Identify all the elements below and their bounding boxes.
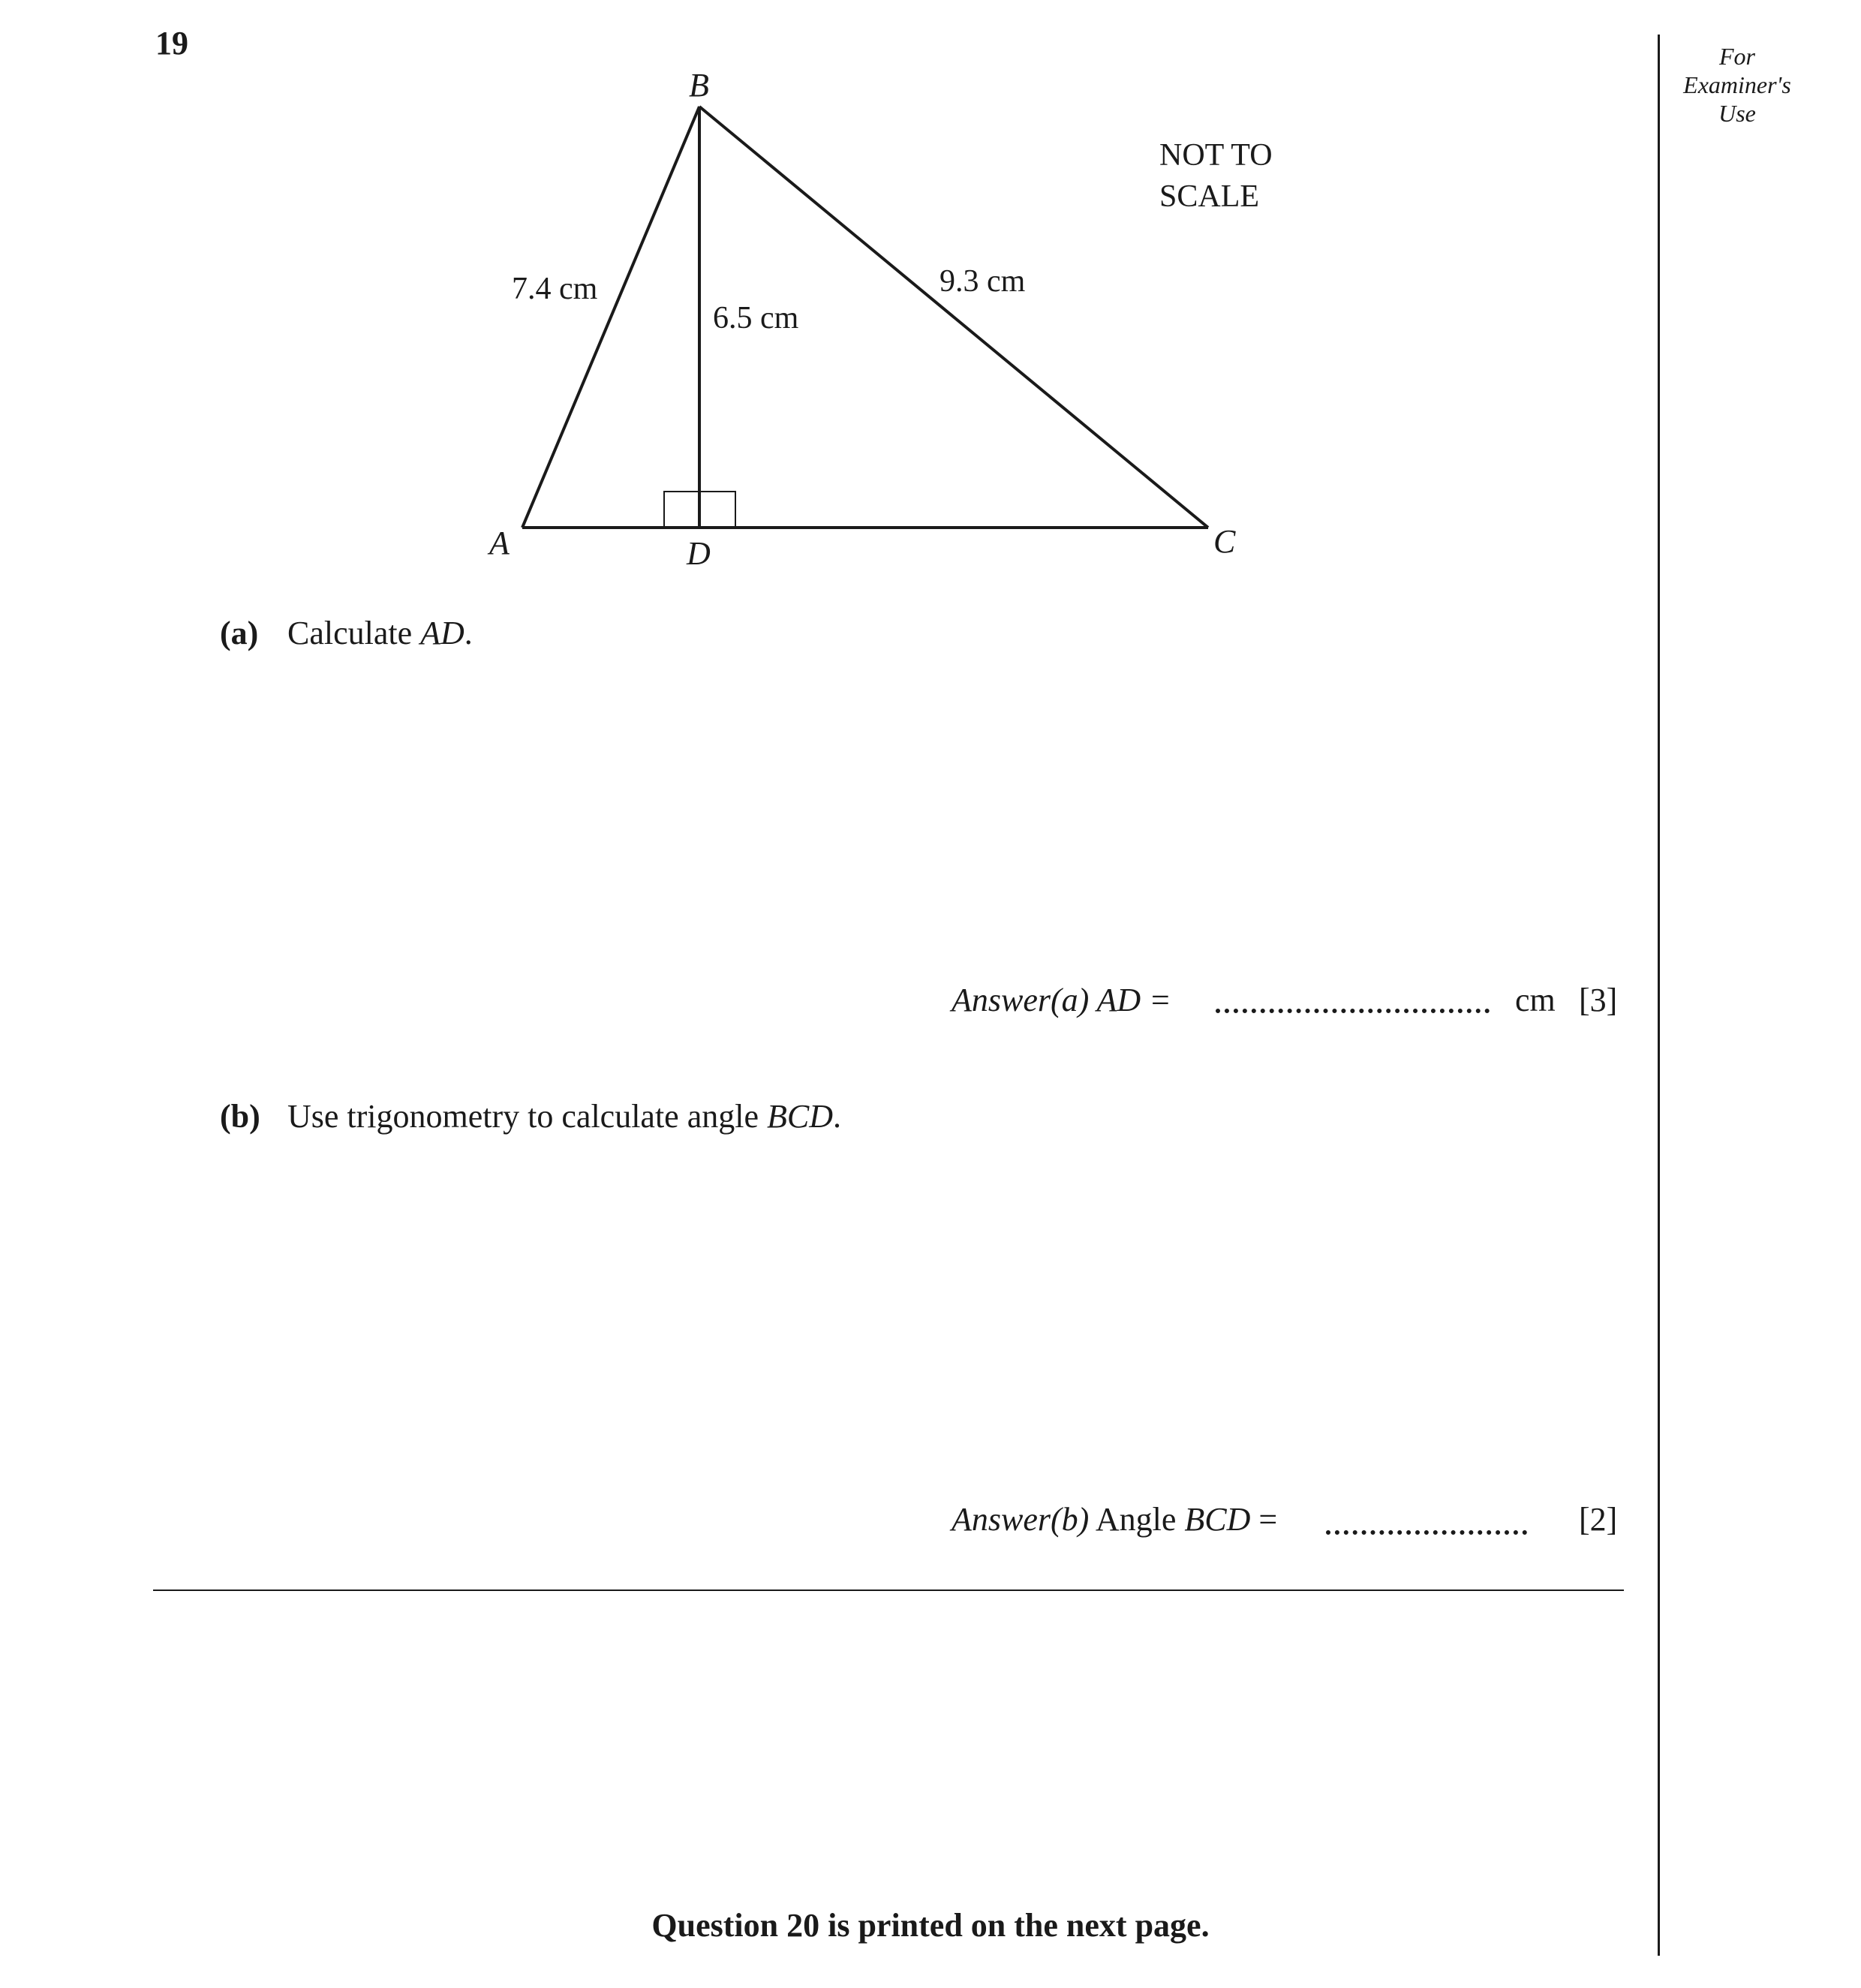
part-a-marks: [3] <box>1579 982 1618 1018</box>
not-to-scale-line-2: SCALE <box>1159 179 1260 214</box>
question-number: 19 <box>155 25 188 62</box>
part-b-answer-prefix: Answer(b) <box>952 1501 1090 1538</box>
not-to-scale-line-1: NOT TO <box>1159 138 1273 173</box>
examiner-line-1: For <box>1719 43 1755 70</box>
vertex-label-d: D <box>687 535 711 572</box>
examiner-line-2: Examiner's <box>1683 71 1791 98</box>
part-a-variable: AD <box>420 615 464 651</box>
length-label-bd: 6.5 cm <box>713 301 799 335</box>
part-a-answer-dots <box>1216 1003 1490 1013</box>
part-b-answer-field[interactable] <box>1326 1524 1527 1535</box>
part-b-answer-var: BCD <box>1184 1501 1251 1538</box>
part-a-question <box>220 614 473 652</box>
vertex-label-c: C <box>1213 523 1236 560</box>
part-a-text: Calculate <box>287 615 421 651</box>
part-a-label: (a) <box>220 615 259 651</box>
part-b-answer-dots <box>1326 1524 1527 1535</box>
examiner-line-3: Use <box>1718 100 1756 127</box>
part-b-suffix: . <box>833 1098 841 1135</box>
length-label-ab: 7.4 cm <box>512 272 598 306</box>
part-b-marks: [2] <box>1579 1501 1618 1538</box>
part-a-suffix: . <box>464 615 473 651</box>
part-b-answer-mid: Angle <box>1089 1501 1185 1538</box>
part-a-answer-prefix: Answer(a) AD = <box>952 982 1171 1018</box>
vertex-label-b: B <box>689 67 709 104</box>
part-a-answer-line <box>952 981 1171 1019</box>
part-b-label: (b) <box>220 1098 260 1135</box>
side-ab <box>522 107 699 528</box>
part-b-variable: BCD <box>767 1098 833 1135</box>
part-b-question <box>220 1097 841 1135</box>
part-b-text: Use trigonometry to calculate angle <box>287 1098 767 1135</box>
section-divider <box>153 1589 1624 1591</box>
vertex-label-a: A <box>489 525 510 561</box>
part-a-answer-field[interactable] <box>1216 1003 1490 1013</box>
part-b-answer-line <box>952 1500 1277 1538</box>
triangle-diagram <box>0 0 1861 600</box>
part-b-answer-eq: = <box>1250 1501 1278 1538</box>
part-a-unit: cm <box>1515 982 1556 1018</box>
length-label-bc: 9.3 cm <box>940 264 1026 299</box>
footer-note: Question 20 is printed on the next page. <box>651 1907 1210 1944</box>
